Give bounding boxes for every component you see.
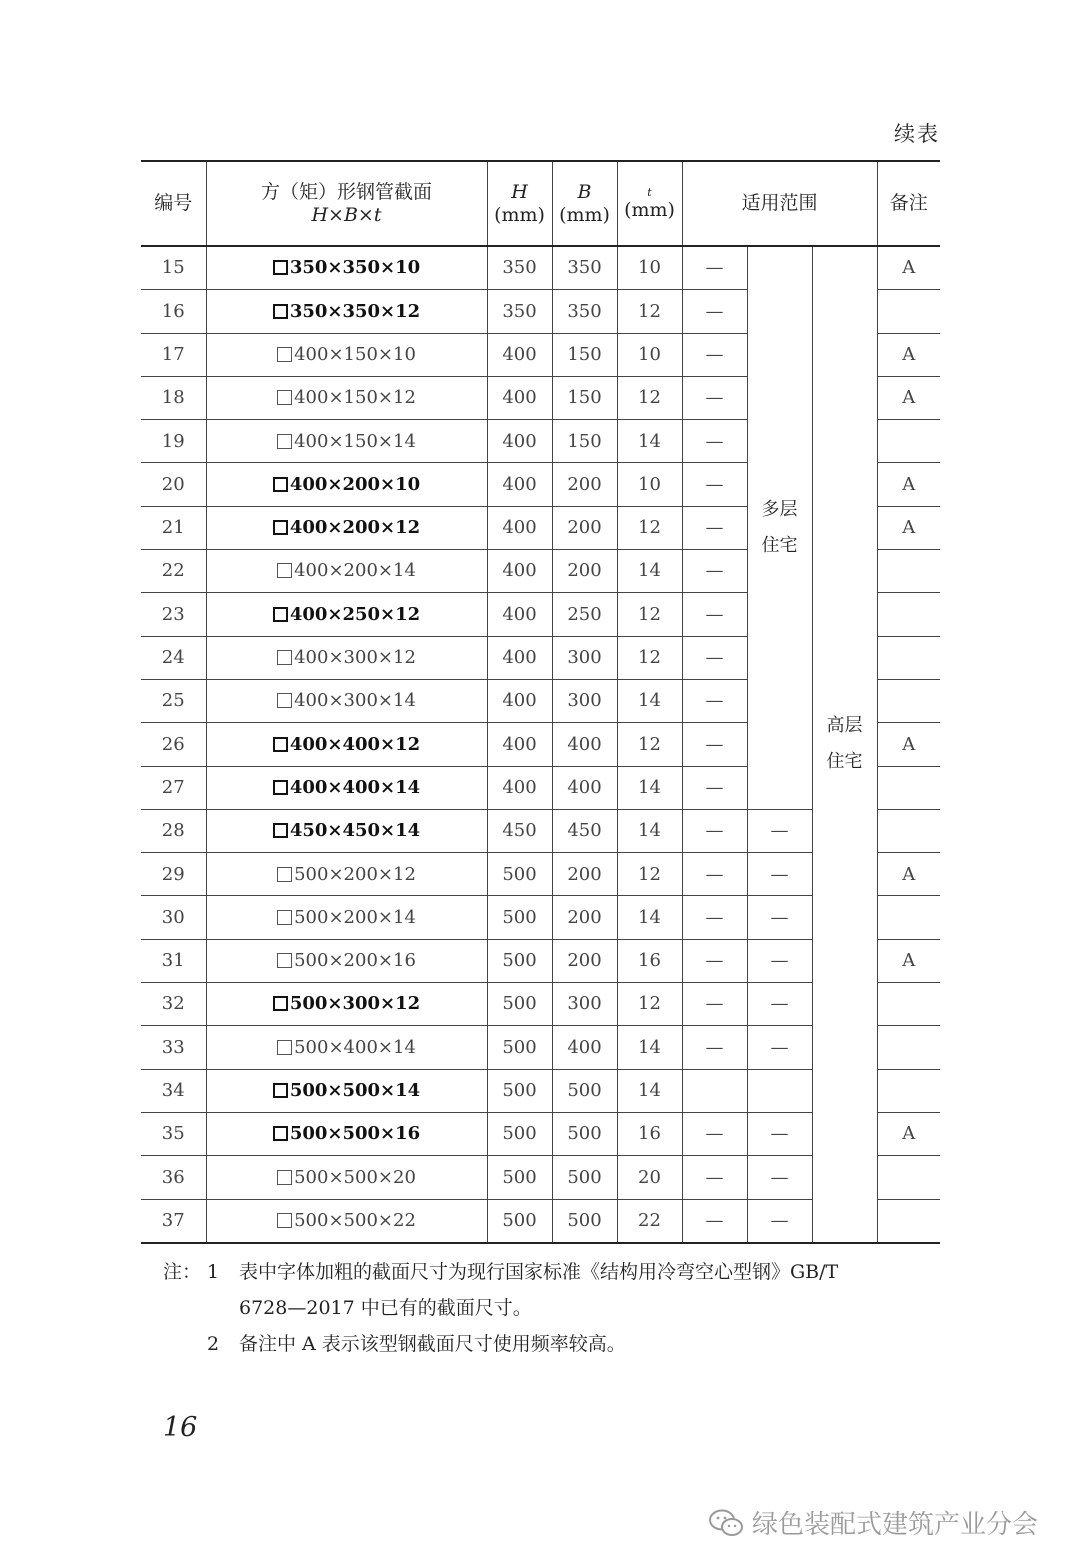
cell-h: 350 <box>487 246 552 290</box>
cell-no: 23 <box>141 593 206 636</box>
cell-remark: A <box>877 506 940 549</box>
cell-t: 12 <box>617 376 682 419</box>
cell-h: 400 <box>487 376 552 419</box>
cell-b: 500 <box>552 1112 617 1155</box>
cell-remark <box>877 420 940 463</box>
continued-label: 续表 <box>894 122 940 146</box>
cell-section <box>206 420 487 463</box>
page-number: 16 <box>163 1412 198 1443</box>
cell-scope-1: — <box>682 939 747 982</box>
square-tube-icon <box>273 520 288 535</box>
cell-no: 29 <box>141 853 206 896</box>
cell-remark <box>877 679 940 722</box>
cell-h: 400 <box>487 506 552 549</box>
cell-scope-1: — <box>682 420 747 463</box>
cell-h: 500 <box>487 939 552 982</box>
cell-remark <box>877 550 940 593</box>
cell-section <box>206 1069 487 1112</box>
cell-no: 32 <box>141 983 206 1026</box>
square-tube-icon <box>273 477 288 492</box>
section-size: 350×350×12 <box>289 300 421 322</box>
square-tube-icon <box>277 910 292 925</box>
cell-h: 450 <box>487 809 552 852</box>
cell-section <box>206 1026 487 1069</box>
cell-section <box>206 463 487 506</box>
cell-h: 500 <box>487 1199 552 1243</box>
cell-h: 500 <box>487 1069 552 1112</box>
square-tube-icon <box>273 780 288 795</box>
cell-t: 12 <box>617 506 682 549</box>
header-section <box>206 161 487 246</box>
cell-b: 500 <box>552 1199 617 1243</box>
cell-t: 20 <box>617 1156 682 1199</box>
cell-section <box>206 376 487 419</box>
square-tube-icon <box>273 304 288 319</box>
cell-b: 200 <box>552 853 617 896</box>
cell-no: 30 <box>141 896 206 939</box>
cell-section <box>206 723 487 766</box>
cell-remark: A <box>877 376 940 419</box>
cell-remark: A <box>877 853 940 896</box>
cell-t: 16 <box>617 939 682 982</box>
cell-t: 12 <box>617 636 682 679</box>
cell-h: 400 <box>487 636 552 679</box>
table-row <box>141 246 940 290</box>
cell-t: 14 <box>617 896 682 939</box>
section-size: 500×200×14 <box>294 906 416 928</box>
square-tube-icon <box>273 1126 288 1141</box>
cell-b: 200 <box>552 896 617 939</box>
note-1 <box>163 1254 943 1326</box>
cell-no: 25 <box>141 679 206 722</box>
header-b-unit: (mm) <box>559 203 610 226</box>
section-size: 400×150×14 <box>294 430 416 452</box>
section-size: 400×200×10 <box>289 473 421 495</box>
square-tube-icon <box>277 1040 292 1055</box>
cell-no: 20 <box>141 463 206 506</box>
cell-section <box>206 853 487 896</box>
cell-h: 500 <box>487 896 552 939</box>
cell-scope-2: — <box>747 939 812 982</box>
cell-t: 14 <box>617 1026 682 1069</box>
header-t-symbol: t <box>647 185 652 199</box>
cell-t: 14 <box>617 766 682 809</box>
cell-section <box>206 983 487 1026</box>
cell-section <box>206 636 487 679</box>
note-label: 注： <box>163 1261 202 1283</box>
square-tube-icon <box>273 996 288 1011</box>
header-b <box>552 161 617 246</box>
cell-no: 15 <box>141 246 206 290</box>
cell-scope-1: — <box>682 290 747 333</box>
cell-h: 400 <box>487 550 552 593</box>
cell-b: 500 <box>552 1069 617 1112</box>
cell-section <box>206 809 487 852</box>
section-size: 400×200×12 <box>289 517 421 539</box>
section-size: 400×200×14 <box>294 560 416 582</box>
cell-b: 350 <box>552 290 617 333</box>
cell-scope-1: — <box>682 766 747 809</box>
cell-remark: A <box>877 333 940 376</box>
cell-scope-2: — <box>747 1026 812 1069</box>
square-tube-icon <box>277 650 292 665</box>
section-size: 400×400×12 <box>289 733 421 755</box>
square-tube-icon <box>277 867 292 882</box>
cell-scope-1: — <box>682 896 747 939</box>
header-remark: 备注 <box>877 161 940 246</box>
cell-b: 400 <box>552 766 617 809</box>
cell-no: 28 <box>141 809 206 852</box>
cell-b: 200 <box>552 506 617 549</box>
cell-h: 400 <box>487 333 552 376</box>
cell-scope-2: — <box>747 1156 812 1199</box>
section-size: 500×500×20 <box>294 1166 416 1188</box>
cell-no: 17 <box>141 333 206 376</box>
cell-remark <box>877 593 940 636</box>
cell-b: 200 <box>552 550 617 593</box>
note-1-number: 1 <box>207 1261 220 1283</box>
cell-scope-1: — <box>682 679 747 722</box>
watermark <box>708 1504 1038 1541</box>
cell-scope-2: — <box>747 853 812 896</box>
notes <box>163 1254 943 1362</box>
wechat-icon <box>708 1508 744 1538</box>
cell-h: 500 <box>487 1026 552 1069</box>
cell-scope-1: — <box>682 1199 747 1243</box>
cell-no: 21 <box>141 506 206 549</box>
section-size: 500×500×22 <box>294 1209 416 1231</box>
square-tube-icon <box>277 434 292 449</box>
cell-h: 500 <box>487 853 552 896</box>
cell-h: 500 <box>487 983 552 1026</box>
square-tube-icon <box>277 1170 292 1185</box>
cell-remark <box>877 636 940 679</box>
header-h-unit: (mm) <box>494 203 545 226</box>
cell-t: 14 <box>617 550 682 593</box>
cell-scope-1: — <box>682 1156 747 1199</box>
cell-remark: A <box>877 463 940 506</box>
cell-scope-2: — <box>747 1112 812 1155</box>
cell-scope-1: — <box>682 246 747 290</box>
cell-scope-1: — <box>682 593 747 636</box>
section-size: 400×300×14 <box>294 690 416 712</box>
square-tube-icon <box>273 1083 288 1098</box>
cell-h: 400 <box>487 679 552 722</box>
square-tube-icon <box>273 260 288 275</box>
cell-scope-1: — <box>682 376 747 419</box>
cell-section <box>206 593 487 636</box>
cell-remark <box>877 983 940 1026</box>
cell-t: 14 <box>617 809 682 852</box>
table-body <box>141 246 940 1243</box>
cell-section <box>206 939 487 982</box>
cell-h: 500 <box>487 1156 552 1199</box>
cell-b: 350 <box>552 246 617 290</box>
cell-h: 400 <box>487 463 552 506</box>
cell-remark: A <box>877 246 940 290</box>
section-size: 350×350×10 <box>289 257 421 279</box>
cell-b: 150 <box>552 420 617 463</box>
section-size: 500×400×14 <box>294 1036 416 1058</box>
square-tube-icon <box>277 347 292 362</box>
cell-section <box>206 896 487 939</box>
cell-b: 300 <box>552 983 617 1026</box>
cell-scope-1: — <box>682 463 747 506</box>
cell-section <box>206 550 487 593</box>
cell-scope-multi-storey: 多层住宅 <box>747 246 812 809</box>
header-h-symbol: H <box>511 180 528 203</box>
cell-scope-1: — <box>682 333 747 376</box>
cell-remark: A <box>877 939 940 982</box>
section-table <box>141 160 940 1244</box>
section-size: 400×150×10 <box>294 343 416 365</box>
cell-scope-2: — <box>747 809 812 852</box>
square-tube-icon <box>277 693 292 708</box>
cell-no: 31 <box>141 939 206 982</box>
cell-remark: A <box>877 723 940 766</box>
cell-section <box>206 333 487 376</box>
section-size: 400×150×12 <box>294 387 416 409</box>
header-scope: 适用范围 <box>682 161 877 246</box>
cell-no: 22 <box>141 550 206 593</box>
cell-h: 400 <box>487 723 552 766</box>
section-size: 400×400×14 <box>289 776 421 798</box>
cell-scope-2: — <box>747 983 812 1026</box>
square-tube-icon <box>277 390 292 405</box>
cell-remark <box>877 1156 940 1199</box>
cell-scope-1: — <box>682 550 747 593</box>
header-t <box>617 161 682 246</box>
cell-b: 250 <box>552 593 617 636</box>
cell-b: 300 <box>552 679 617 722</box>
note-2-number: 2 <box>207 1333 220 1355</box>
cell-scope-2: — <box>747 1199 812 1243</box>
cell-t: 12 <box>617 983 682 1026</box>
cell-no: 19 <box>141 420 206 463</box>
cell-scope-1: — <box>682 809 747 852</box>
cell-b: 150 <box>552 376 617 419</box>
cell-no: 27 <box>141 766 206 809</box>
cell-scope-1: — <box>682 1112 747 1155</box>
cell-remark <box>877 1026 940 1069</box>
note-2 <box>163 1326 943 1362</box>
cell-t: 14 <box>617 1069 682 1112</box>
cell-b: 150 <box>552 333 617 376</box>
cell-section <box>206 1156 487 1199</box>
header-t-unit: (mm) <box>624 198 675 221</box>
section-size: 500×500×16 <box>289 1123 421 1145</box>
cell-t: 12 <box>617 290 682 333</box>
section-size: 500×200×16 <box>294 950 416 972</box>
square-tube-icon <box>273 737 288 752</box>
square-tube-icon <box>273 823 288 838</box>
cell-remark <box>877 1199 940 1243</box>
cell-scope-2 <box>747 1069 812 1112</box>
cell-no: 35 <box>141 1112 206 1155</box>
cell-remark <box>877 766 940 809</box>
cell-b: 400 <box>552 723 617 766</box>
cell-scope-high-rise: 高层住宅 <box>812 246 877 1243</box>
square-tube-icon <box>277 953 292 968</box>
cell-scope-1: — <box>682 983 747 1026</box>
cell-no: 33 <box>141 1026 206 1069</box>
cell-remark <box>877 809 940 852</box>
cell-t: 10 <box>617 246 682 290</box>
cell-h: 400 <box>487 420 552 463</box>
cell-h: 400 <box>487 766 552 809</box>
cell-scope-1: — <box>682 636 747 679</box>
section-size: 500×200×12 <box>294 863 416 885</box>
cell-no: 37 <box>141 1199 206 1243</box>
cell-scope-1: — <box>682 853 747 896</box>
cell-scope-1: — <box>682 723 747 766</box>
cell-scope-1 <box>682 1069 747 1112</box>
header-section-line2: H×B×t <box>311 203 382 226</box>
cell-b: 200 <box>552 463 617 506</box>
cell-no: 24 <box>141 636 206 679</box>
section-size: 500×500×14 <box>289 1079 421 1101</box>
cell-t: 12 <box>617 593 682 636</box>
header-h <box>487 161 552 246</box>
cell-t: 12 <box>617 723 682 766</box>
cell-t: 16 <box>617 1112 682 1155</box>
cell-no: 16 <box>141 290 206 333</box>
cell-b: 400 <box>552 1026 617 1069</box>
cell-t: 10 <box>617 333 682 376</box>
header-section-line1: 方（矩）形钢管截面 <box>260 180 432 203</box>
cell-h: 350 <box>487 290 552 333</box>
header-no: 编号 <box>141 161 206 246</box>
section-size: 500×300×12 <box>289 993 421 1015</box>
header-b-symbol: B <box>577 180 592 203</box>
note-2-text: 备注中 A 表示该型钢截面尺寸使用频率较高。 <box>239 1333 626 1355</box>
cell-t: 22 <box>617 1199 682 1243</box>
cell-remark <box>877 1069 940 1112</box>
square-tube-icon <box>277 1213 292 1228</box>
note-1-line1: 表中字体加粗的截面尺寸为现行国家标准《结构用冷弯空心型钢》GB/T <box>239 1261 839 1283</box>
cell-b: 450 <box>552 809 617 852</box>
section-size: 400×300×12 <box>294 647 416 669</box>
watermark-text: 绿色装配式建筑产业分会 <box>752 1510 1039 1540</box>
cell-scope-1: — <box>682 1026 747 1069</box>
cell-t: 14 <box>617 420 682 463</box>
cell-no: 36 <box>141 1156 206 1199</box>
cell-remark <box>877 290 940 333</box>
cell-remark: A <box>877 1112 940 1155</box>
section-size: 450×450×14 <box>289 820 421 842</box>
note-1-line2: 6728—2017 中已有的截面尺寸。 <box>239 1297 532 1319</box>
cell-b: 300 <box>552 636 617 679</box>
cell-scope-1: — <box>682 506 747 549</box>
cell-h: 400 <box>487 593 552 636</box>
square-tube-icon <box>277 563 292 578</box>
cell-t: 14 <box>617 679 682 722</box>
cell-t: 12 <box>617 853 682 896</box>
cell-b: 200 <box>552 939 617 982</box>
cell-remark <box>877 896 940 939</box>
cell-section <box>206 679 487 722</box>
cell-section <box>206 766 487 809</box>
cell-section <box>206 290 487 333</box>
header-row <box>141 161 940 246</box>
cell-section <box>206 1199 487 1243</box>
cell-no: 34 <box>141 1069 206 1112</box>
cell-scope-2: — <box>747 896 812 939</box>
cell-section <box>206 1112 487 1155</box>
cell-h: 500 <box>487 1112 552 1155</box>
section-size: 400×250×12 <box>289 603 421 625</box>
cell-no: 18 <box>141 376 206 419</box>
cell-no: 26 <box>141 723 206 766</box>
cell-section <box>206 506 487 549</box>
cell-section <box>206 246 487 290</box>
cell-t: 10 <box>617 463 682 506</box>
square-tube-icon <box>273 607 288 622</box>
cell-b: 500 <box>552 1156 617 1199</box>
